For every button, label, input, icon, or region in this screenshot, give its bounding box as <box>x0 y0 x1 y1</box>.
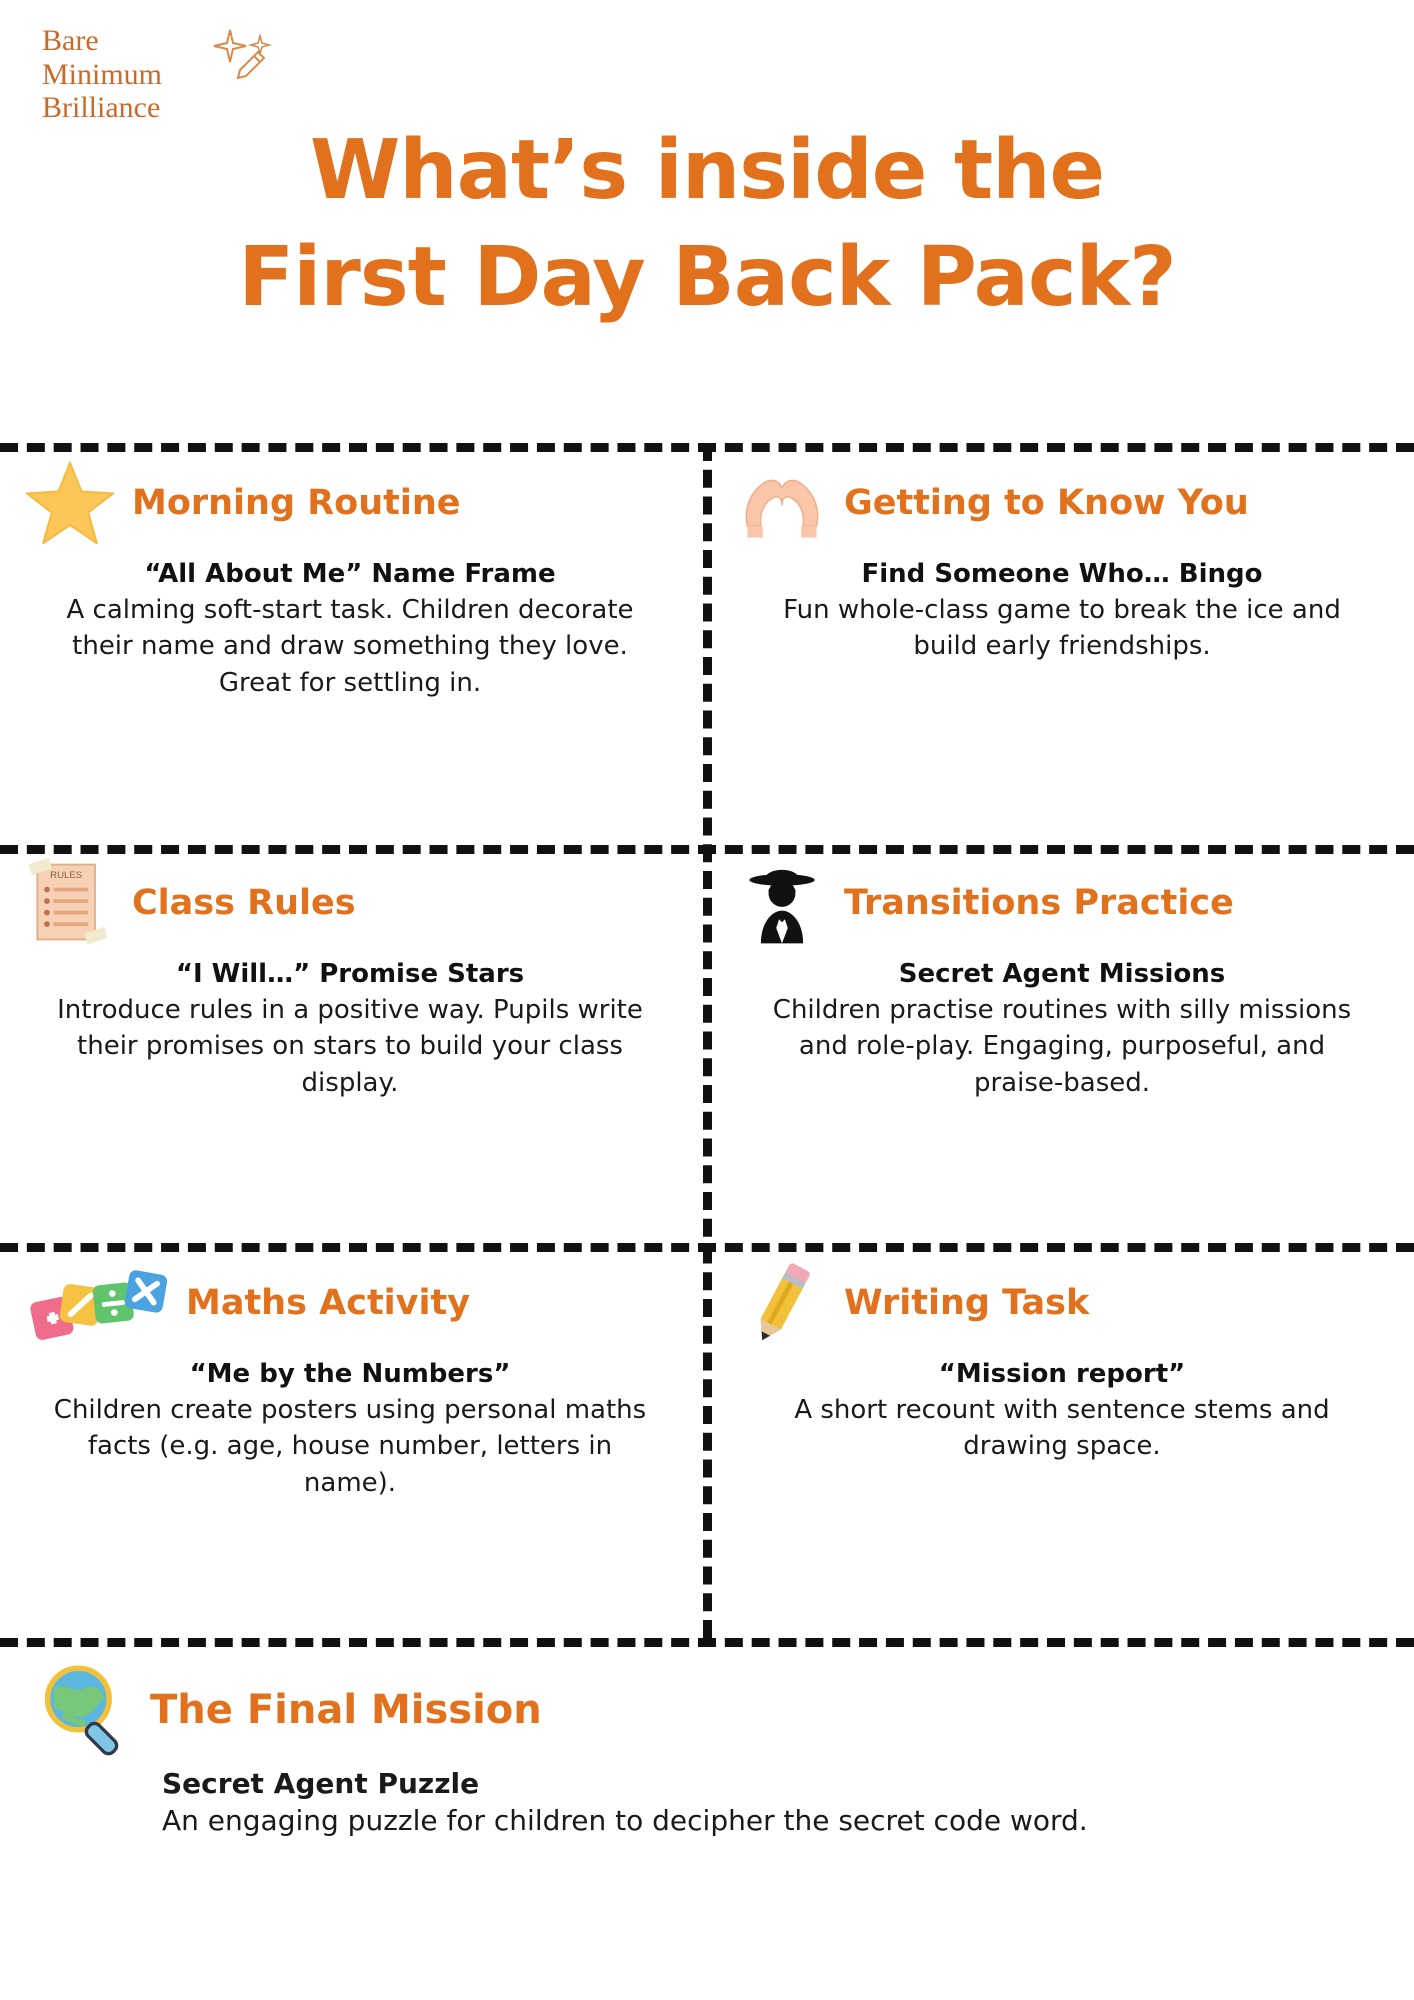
card-transitions-practice <box>712 855 1412 1101</box>
card-body <box>734 1357 1390 1465</box>
card-title: Class Rules <box>132 882 356 923</box>
card-header <box>22 1255 678 1351</box>
brand-line-3: Brilliance <box>42 91 161 125</box>
title-line-1: What’s inside the <box>309 123 1105 218</box>
rules-clipboard-icon <box>22 855 118 951</box>
card-subtitle: “Me by the Numbers” <box>189 1359 511 1389</box>
svg-text:RULES: RULES <box>50 870 83 882</box>
card-description: Children practise routines with silly missions and role-play. Engaging, purposeful, and praise-based. <box>772 995 1352 1098</box>
card-header <box>22 855 678 951</box>
card-body <box>22 557 678 701</box>
card-title: Getting to Know You <box>844 482 1249 523</box>
title-line-2: First Day Back Pack? <box>238 229 1176 325</box>
card-subtitle: “I Will…” Promise Stars <box>175 959 525 989</box>
card-subtitle: “Mission report” <box>938 1359 1186 1389</box>
card-description: Children create posters using personal maths facts (e.g. age, house number, letters in name). <box>53 1395 647 1498</box>
card-header <box>22 455 678 551</box>
card-maths-activity <box>0 1255 700 1501</box>
card-description: Introduce rules in a positive way. Pupils write their promises on stars to build your class display. <box>57 995 643 1098</box>
card-header <box>734 1255 1390 1351</box>
card-subtitle: Secret Agent Missions <box>898 959 1226 989</box>
card-body <box>734 957 1390 1101</box>
final-mission-header <box>30 1655 1384 1765</box>
page-title <box>0 118 1414 331</box>
magnifying-globe-icon <box>30 1655 140 1765</box>
card-description: A calming soft-start task. Children decorate their name and draw something they love. Great for settling in. <box>66 595 634 698</box>
card-description: Fun whole-class game to break the ice and build early friendships. <box>783 595 1341 662</box>
final-mission-description: An engaging puzzle for children to decipher the secret code word. <box>162 1804 1088 1837</box>
star-icon <box>22 455 118 551</box>
card-title: Transitions Practice <box>844 882 1234 923</box>
card-title: Writing Task <box>844 1282 1090 1323</box>
grid-divider-vertical <box>703 443 712 1638</box>
card-title: Maths Activity <box>186 1282 471 1323</box>
card-title: Morning Routine <box>132 482 461 523</box>
card-morning-routine <box>0 455 700 701</box>
card-body <box>734 557 1390 665</box>
card-header <box>734 855 1390 951</box>
final-mission-section <box>0 1655 1414 1837</box>
card-subtitle: “All About Me” Name Frame <box>144 559 556 589</box>
grid-divider-bottom <box>0 1638 1414 1647</box>
card-writing-task <box>712 1255 1412 1465</box>
card-subtitle: Find Someone Who… Bingo <box>861 559 1263 589</box>
card-body <box>22 957 678 1101</box>
card-body <box>22 1357 678 1501</box>
card-description: A short recount with sentence stems and drawing space. <box>794 1395 1330 1462</box>
brand-line-2: Minimum <box>42 57 163 91</box>
brand-logo <box>42 24 292 125</box>
final-mission-title: The Final Mission <box>150 1687 542 1733</box>
final-mission-subtitle: Secret Agent Puzzle <box>162 1767 480 1800</box>
sparkle-pencil-icon <box>210 26 274 90</box>
secret-agent-icon <box>734 855 830 951</box>
heart-hands-icon <box>734 455 830 551</box>
brand-line-1: Bare <box>42 24 99 57</box>
card-getting-to-know-you <box>712 455 1412 665</box>
cards-grid <box>0 443 1414 1638</box>
card-class-rules <box>0 855 700 1101</box>
pencil-icon <box>734 1255 830 1351</box>
maths-symbols-icon <box>22 1255 172 1351</box>
card-header <box>734 455 1390 551</box>
